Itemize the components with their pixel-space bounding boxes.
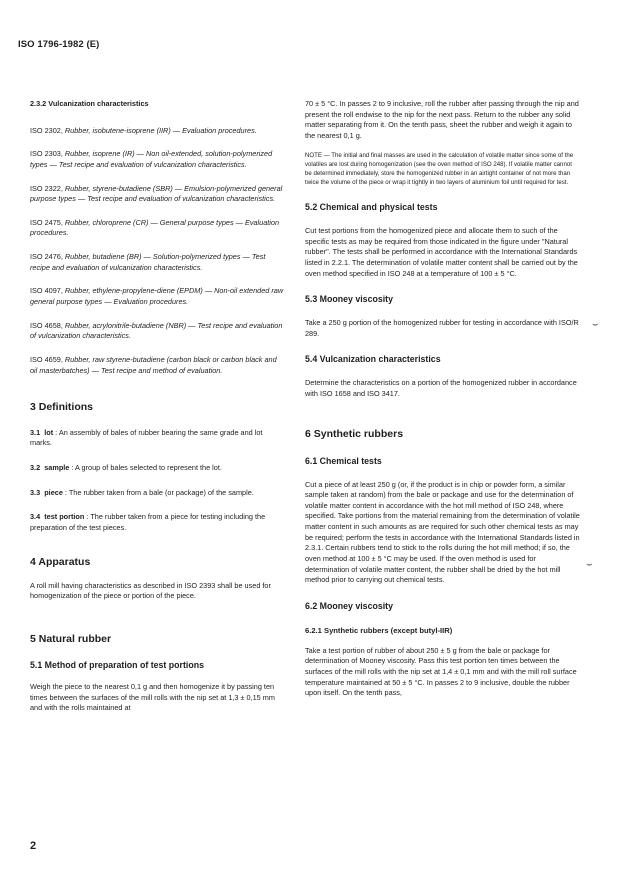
- section-5-3-text: Take a 250 g portion of the homogenized rubber for testing in accordance with ISO/R 289.: [305, 317, 579, 338]
- section-2-3-2-heading: 2.3.2 Vulcanization characteristics: [30, 99, 149, 108]
- standard-code: ISO 2303,: [30, 149, 63, 159]
- definition-term: sample: [44, 462, 70, 472]
- standard-code: ISO 4097,: [30, 286, 63, 296]
- standard-reference: [30, 218, 285, 239]
- definition: [30, 512, 285, 533]
- section-6-1-heading: 6.1 Chemical tests: [305, 455, 382, 466]
- standard-code: ISO 2302,: [30, 125, 63, 135]
- definition-number: 3.2: [30, 462, 41, 472]
- standard-code: ISO 2322,: [30, 183, 63, 193]
- definition: [30, 428, 285, 449]
- section-6-2-1-heading: 6.2.1 Synthetic rubbers (except butyl-IIR): [305, 625, 453, 635]
- definition-text: : The rubber taken from a piece for testing including the preparation of the test pieces.: [30, 512, 266, 532]
- standard-code: ISO 4659,: [30, 354, 63, 364]
- section-5-3-heading: 5.3 Mooney viscosity: [305, 294, 394, 305]
- section-5-4-heading: 5.4 Vulcanization characteristics: [305, 354, 441, 365]
- section-6-heading: 6 Synthetic rubbers: [305, 428, 404, 441]
- standard-reference: [30, 149, 285, 170]
- page-header: ISO 1796-1982 (E): [18, 39, 100, 50]
- standard-reference: [30, 286, 285, 307]
- standard-title: Rubber, raw styrene-butadiene (carbon black or carbon black and oil masterbatches) — Test recipe and method of evaluation.: [30, 354, 277, 375]
- section-6-2-heading: 6.2 Mooney viscosity: [305, 600, 394, 611]
- section-4-text: A roll mill having characteristics as described in ISO 2393 shall be used for homogenization of the piece or portion of the piece.: [30, 580, 271, 601]
- standard-reference: [30, 184, 285, 205]
- definition: [30, 488, 285, 499]
- standard-title: Rubber, chloroprene (CR) — General purpose types — Evaluation procedures.: [30, 217, 280, 238]
- definition-term: lot: [44, 427, 54, 437]
- standard-title: Rubber, isobutene-isoprene (IIR) — Evaluation procedures.: [64, 125, 257, 135]
- section-5-1-continued-text: 70 ± 5 °C. In passes 2 to 9 inclusive, roll the rubber after passing through the nip and present the roll endwise to the nip for the next pass. Return to the rubber any solid matter separating from it. On the tenth pass, sheet the rubber and weigh it again to the nearest 0,1 g.: [305, 99, 579, 140]
- section-5-2-heading: 5.2 Chemical and physical tests: [305, 202, 438, 213]
- standard-reference: [30, 126, 285, 137]
- section-5-1-text: Weigh the piece to the nearest 0,1 g and then homogenize it by passing ten times between the surfaces of the mill rolls with the nip set at 1,3 ± 0,15 mm and with the rolls maintained at: [30, 682, 275, 713]
- section-5-1-heading: 5.1 Method of preparation of test portions: [30, 660, 204, 671]
- definition-number: 3.4: [30, 512, 41, 522]
- standard-reference: [30, 355, 285, 376]
- definition-term: piece: [44, 487, 63, 497]
- note-text: NOTE — The initial and final masses are used in the calculation of volatile matter since some of the volatiles are lost during homogenization (see the oven method of ISO 248). If volatile matter cannot be determined immediately, store the homogenized rubber in an airtight container of not more than twice the volume of the piece or wrap it tightly in two layers of aluminium foil until required for test.: [305, 151, 574, 186]
- left-column: [30, 99, 285, 714]
- standard-title: Rubber, isoprene (IR) — Non oil-extended, solution-polymerized types — Test recipe and evaluation of vulcanization characteristics.: [30, 149, 273, 169]
- section-3-heading: 3 Definitions: [30, 401, 94, 414]
- standard-reference: [30, 252, 285, 273]
- standard-code: ISO 2475,: [30, 217, 63, 227]
- standard-title: Rubber, styrene-butadiene (SBR) — Emulsion-polymerized general purpose types — Test recipe and evaluation of vulcanization characteristics.: [30, 183, 283, 204]
- standard-code: ISO 4658,: [30, 320, 63, 330]
- definitions-list: [30, 428, 285, 534]
- standard-reference: [30, 321, 285, 342]
- definition: [30, 463, 285, 474]
- standards-reference-list: [30, 126, 285, 377]
- section-5-heading: 5 Natural rubber: [30, 633, 112, 646]
- section-4-heading: 4 Apparatus: [30, 556, 91, 569]
- section-6-1-text: Cut a piece of at least 250 g (or, if the product is in chip or powder form, a similar sample taken at random) from the bale or package and use for the determination of volatile matter content in accordance with the hot mill method of ISO 248, where specified. Take portions from the material remaining from the determination of volatile matter content in such amounts as are required for such other chemical tests as may be required; perform the tests in accordance with the International Standards listed in 2.3.1. Certain rubbers tend to stick to the rolls during the hot mill method; if so, the oven method at 100 ± 5 °C may be used. If the oven method is used for determination of volatile matter content, the rubber shall be dried by the hot mill method prior to carrying out chemical tests.: [305, 479, 580, 585]
- definition-number: 3.3: [30, 487, 41, 497]
- margin-change-mark: ⌣: [586, 559, 593, 570]
- section-5-2-text: Cut test portions from the homogenized piece and allocate them to such of the specific tests as may be required from those indicated in the figure under "Natural rubber". The tests shall be performed in accordance with the International Standards listed in 2.2.1. The determination of volatile matter content shall be carried out by the oven method specified in ISO 248 at a temperature of 100 ± 5 °C.: [305, 225, 578, 278]
- definition-text: : An assembly of bales of rubber bearing the same grade and lot marks.: [30, 427, 263, 448]
- definition-text: : The rubber taken from a bale (or package) of the sample.: [64, 487, 254, 497]
- section-5-4-text: Determine the characteristics on a portion of the homogenized rubber in accordance with ISO 1658 and ISO 3417.: [305, 378, 577, 398]
- standard-title: Rubber, butadiene (BR) — Solution-polymerized types — Test recipe and evaluation of vulcanization characteristics.: [30, 252, 266, 272]
- standard-title: Rubber, acrylonitrile-butadiene (NBR) — Test recipe and evaluation of vulcanization characteristics.: [30, 320, 283, 341]
- definition-text: : A group of bales selected to represent the lot.: [71, 462, 222, 472]
- definition-term: test portion: [44, 512, 85, 522]
- standard-title: Rubber, ethylene-propylene-diene (EPDM) — Non-oil extended raw general purpose types — Evaluation procedures.: [30, 286, 284, 307]
- standard-code: ISO 2476,: [30, 252, 63, 262]
- margin-change-mark: ⌣: [592, 319, 599, 330]
- page-number: 2: [30, 840, 37, 852]
- section-6-2-1-text: Take a test portion of rubber of about 250 ± 5 g from the bale or package for determination of Mooney viscosity. Pass this test portion ten times between the surfaces of the mill rolls with the nip set at 1,4 ± 0,1 mm and with the mill roll surface temperature maintained at 50 ± 5 °C. In passes 2 to 9 inclusive, double the rubber upon itself. On the tenth pass,: [305, 645, 577, 698]
- right-column: [305, 99, 580, 699]
- definition-number: 3.1: [30, 427, 41, 437]
